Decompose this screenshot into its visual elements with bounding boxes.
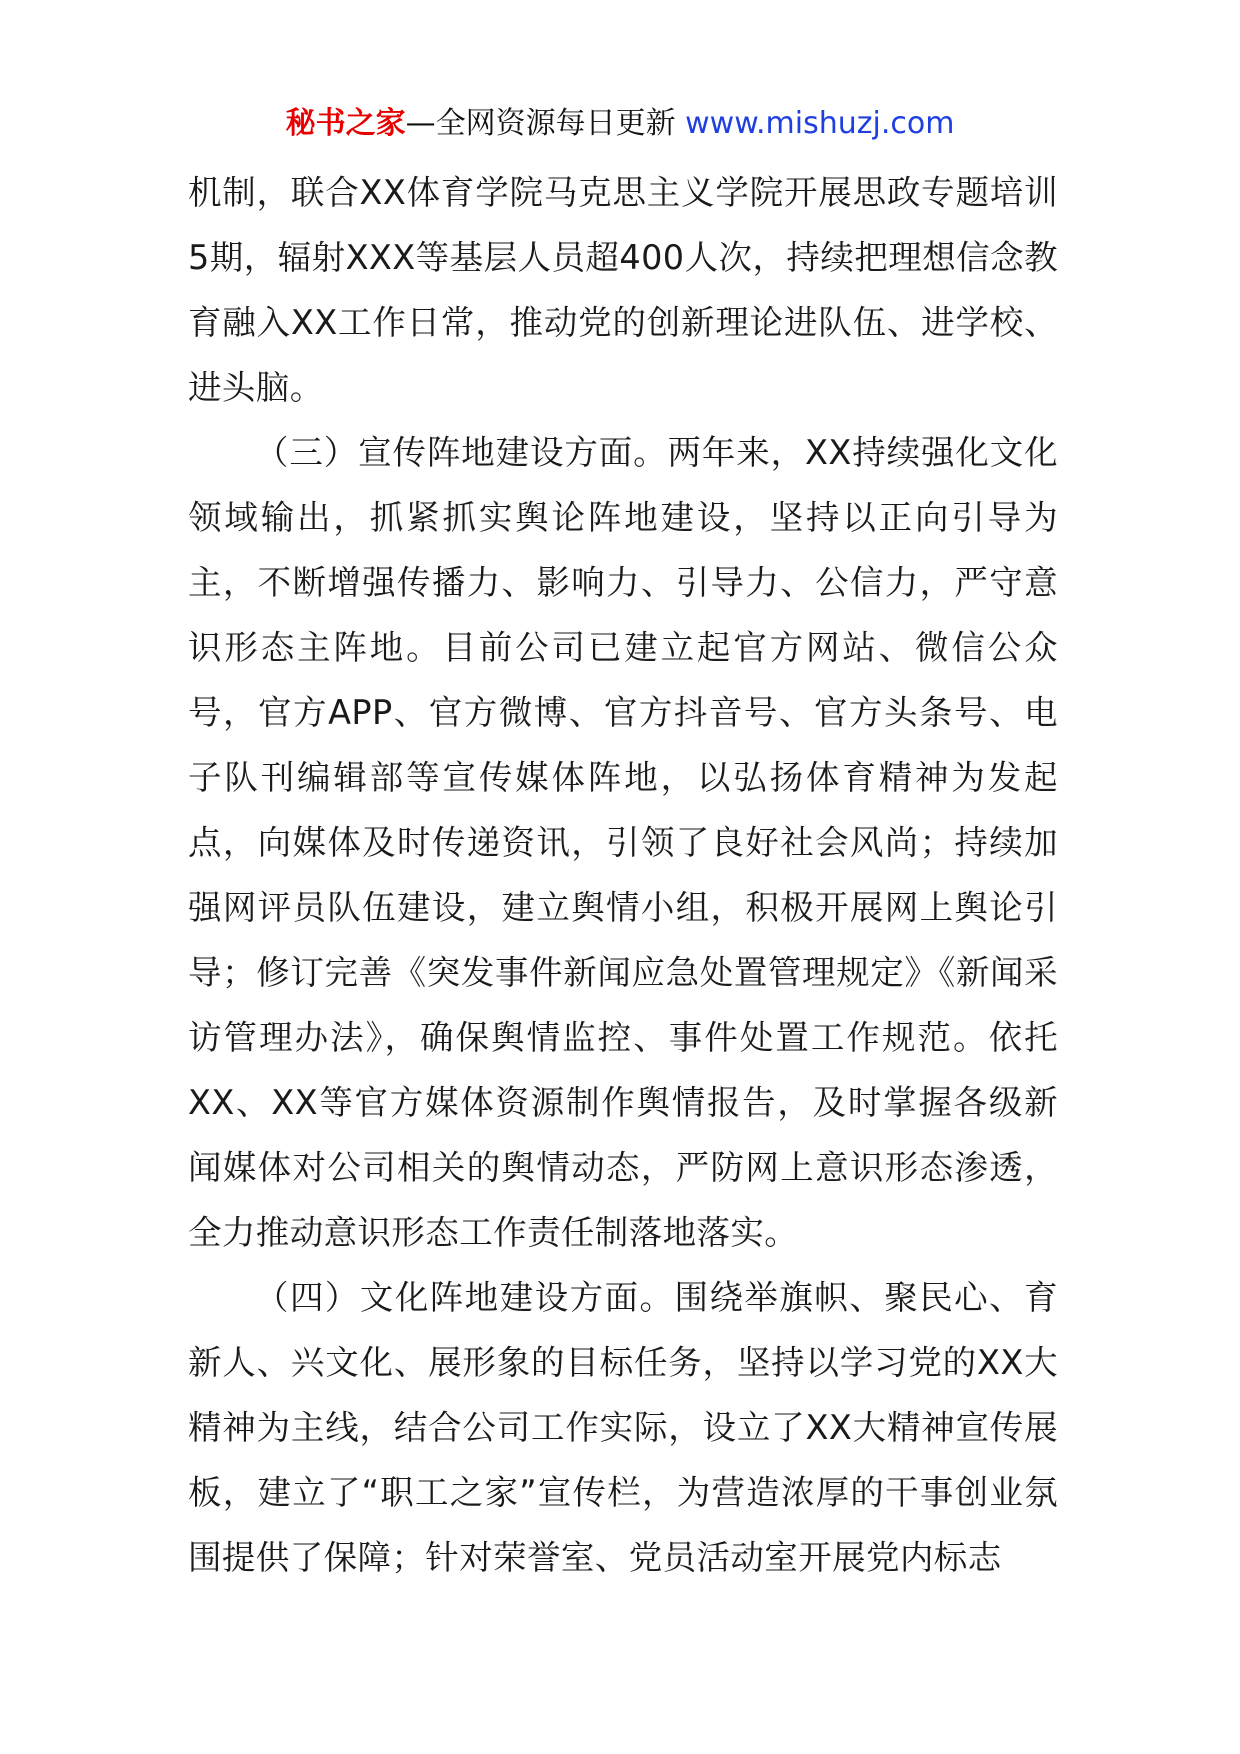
site-tagline: —全网资源每日更新 (405, 106, 676, 141)
site-url-link[interactable]: www.mishuzj.com (685, 106, 955, 141)
paragraph-culture-front: （四）文化阵地建设方面。围绕举旗帜、聚民心、育新人、兴文化、展形象的目标任务，坚持以学习党的XX大精神为主线，结合公司工作实际，设立了XX大精神宣传展板，建立了“职工之家”宣传栏，为营造浓厚的干事创业氛围提供了保障；针对荣誉室、党员活动室开展党内标志 (188, 1278, 1058, 1577)
document-body (188, 160, 1058, 1590)
paragraph-publicity-front: （三）宣传阵地建设方面。两年来，XX持续强化文化领域输出，抓紧抓实舆论阵地建设，坚持以正向引导为主，不断增强传播力、影响力、引导力、公信力，严守意识形态主阵地。目前公司已建立起官方网站、微信公众号，官方APP、官方微博、官方抖音号、官方头条号、电子队刊编辑部等宣传媒体阵地，以弘扬体育精神为发起点，向媒体及时传递资讯，引领了良好社会风尚；持续加强网评员队伍建设，建立舆情小组，积极开展网上舆论引导；修订完善《突发事件新闻应急处置管理规定》《新闻采访管理办法》，确保舆情监控、事件处置工作规范。依托XX、XX等官方媒体资源制作舆情报告，及时掌握各级新闻媒体对公司相关的舆情动态，严防网上意识形态渗透，全力推动意识形态工作责任制落地落实。 (188, 433, 1058, 1252)
site-brand: 秘书之家 (285, 106, 406, 141)
page-header (0, 102, 1240, 146)
paragraph-continued: 机制，联合XX体育学院马克思主义学院开展思政专题培训5期，辐射XXX等基层人员超400人次，持续把理想信念教育融入XX工作日常，推动党的创新理论进队伍、进学校、进头脑。 (188, 173, 1058, 407)
